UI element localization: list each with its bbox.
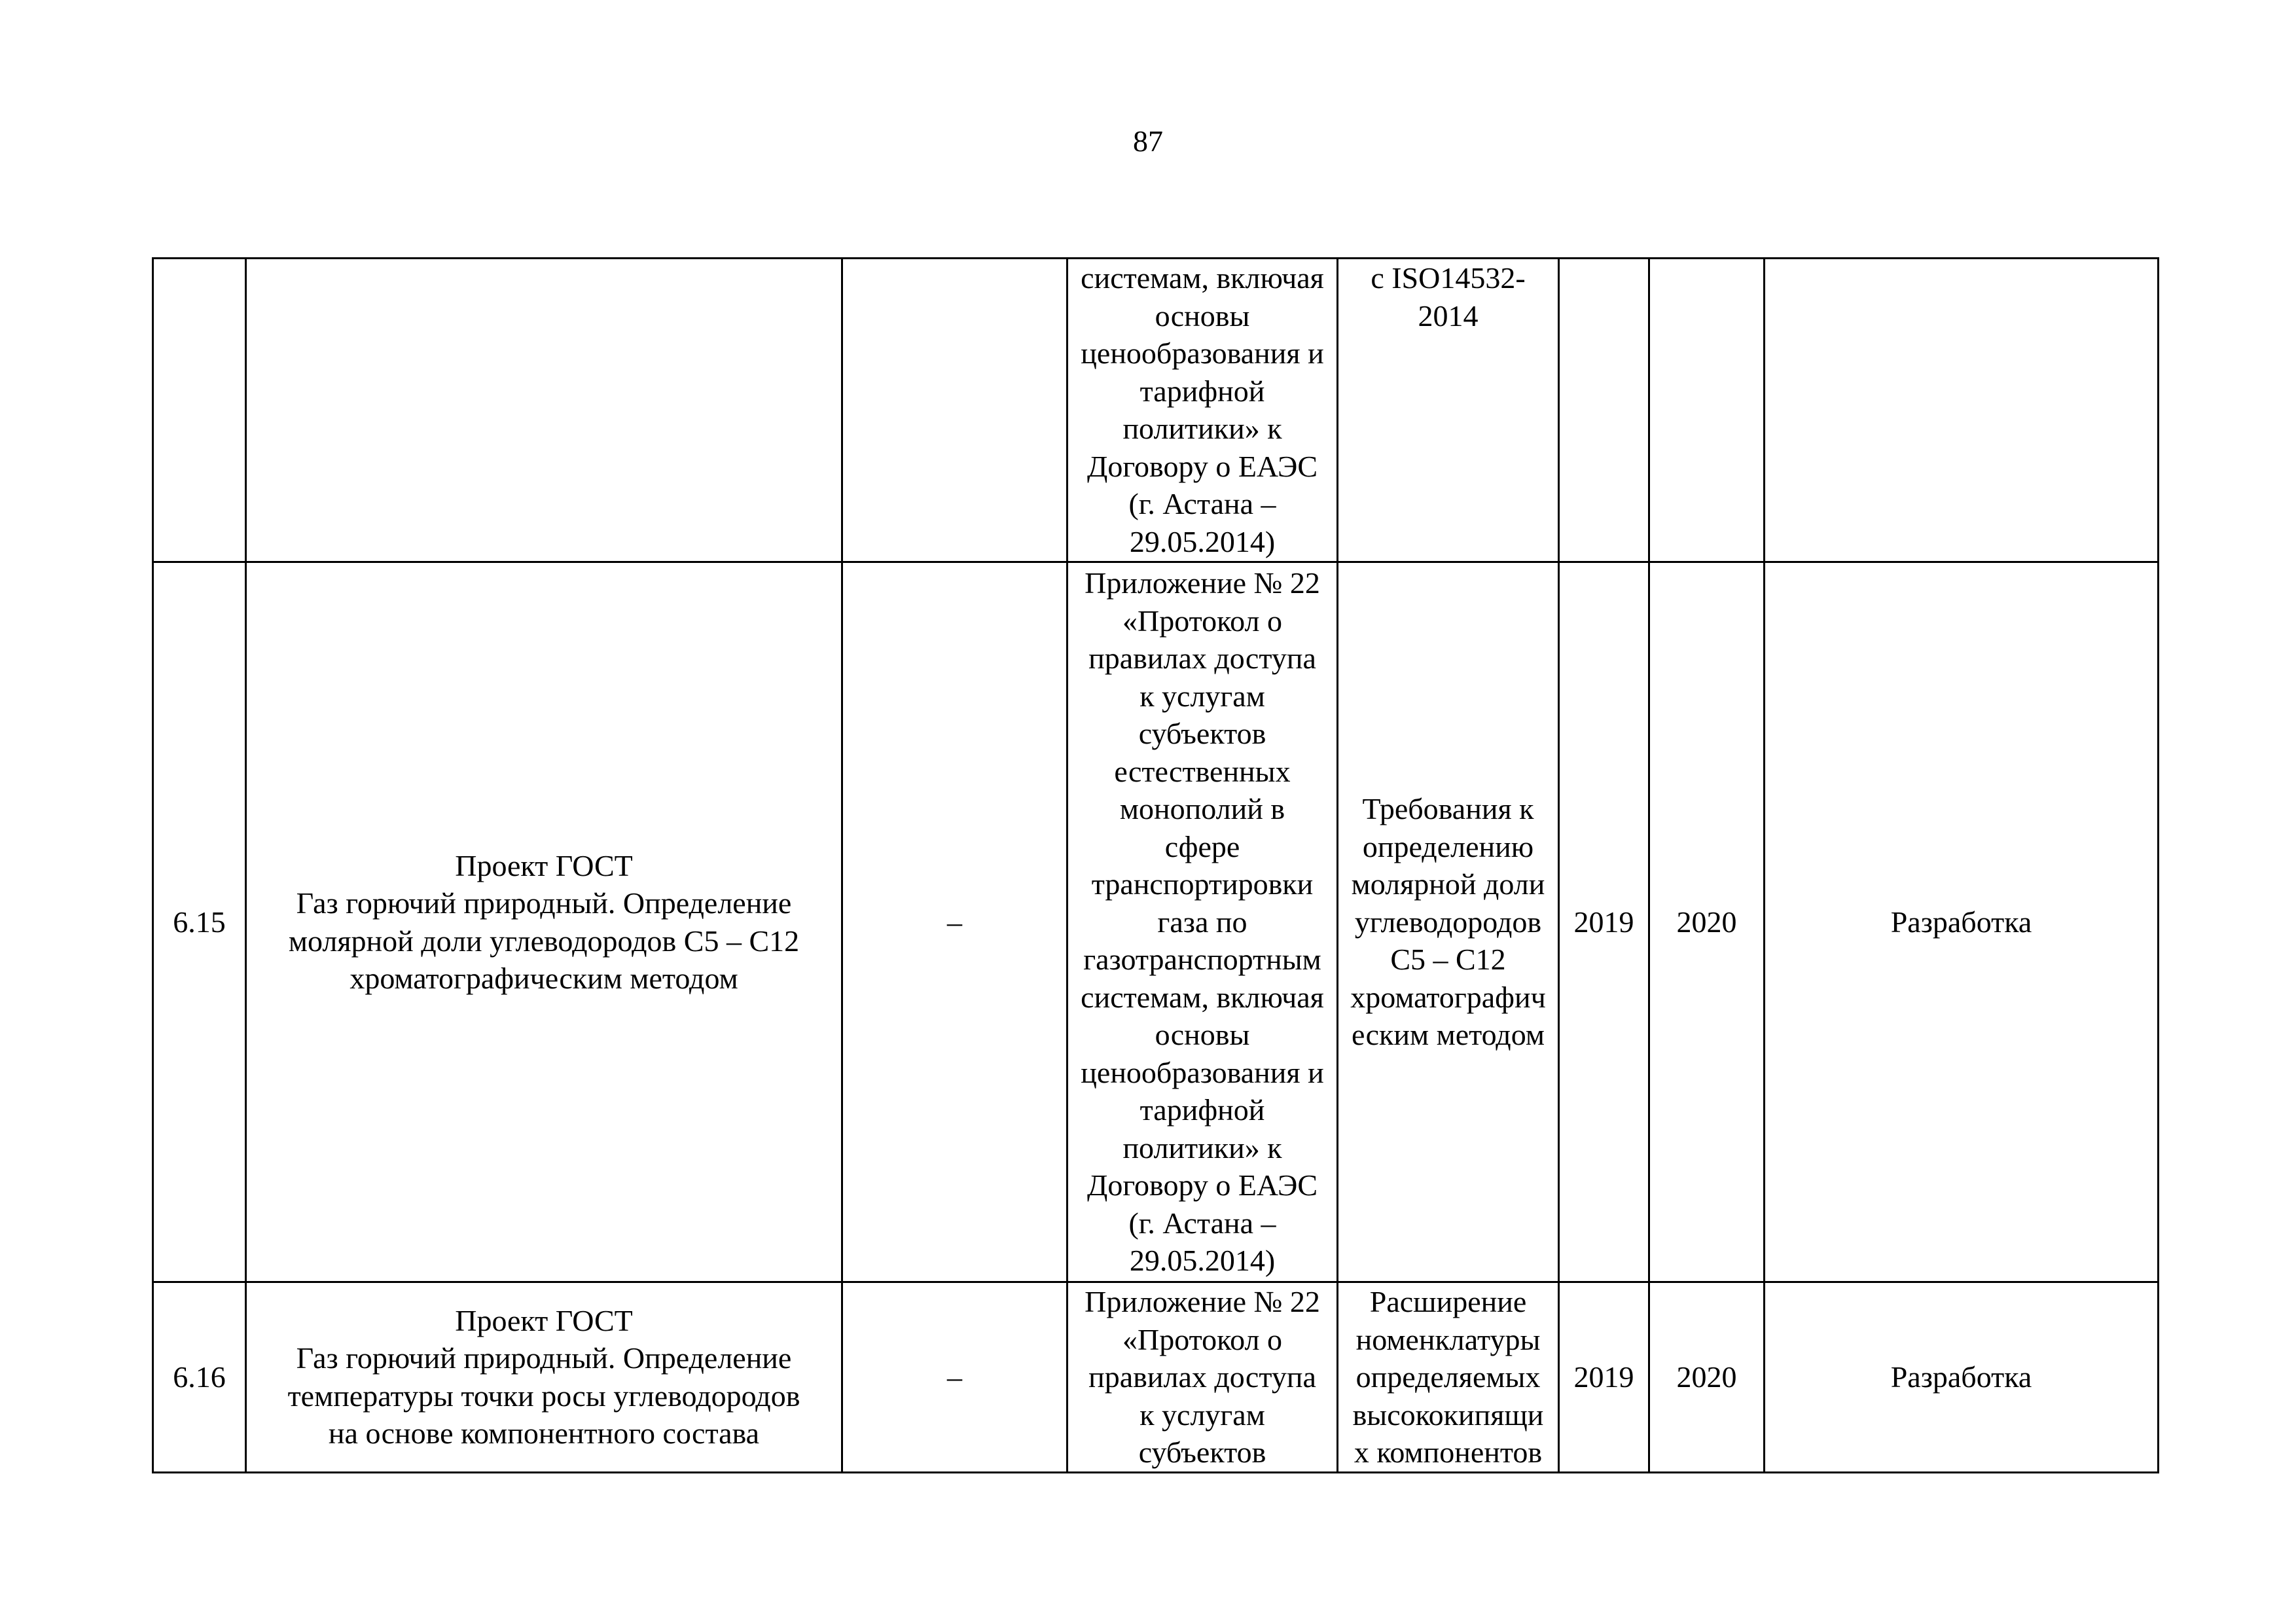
cell-title: Проект ГОСТ Газ горючий природный. Определение молярной доли углеводородов С5 – С12 хроматографическим методом — [246, 562, 842, 1282]
cell-stage: Разработка — [1765, 1282, 2159, 1473]
cell-aim: с ISO14532- 2014 — [1338, 259, 1559, 562]
cell-start-year: 2019 — [1559, 1282, 1649, 1473]
cell-basis: системам, включая основы ценообразования и тарифной политики» к Договору о ЕАЭС (г. Астана – 29.05.2014) — [1067, 259, 1338, 562]
cell-end-year — [1649, 259, 1765, 562]
table-row-6-15 — [153, 562, 2159, 1282]
cell-col3 — [842, 259, 1067, 562]
cell-stage — [1765, 259, 2159, 562]
standards-table — [152, 257, 2159, 1473]
table-row-6-16 — [153, 1282, 2159, 1473]
cell-aim: Расширение номенклатуры определяемых высококипящи х компонентов — [1338, 1282, 1559, 1473]
cell-col3: – — [842, 1282, 1067, 1473]
cell-number: 6.16 — [153, 1282, 246, 1473]
cell-basis: Приложение № 22 «Протокол о правилах доступа к услугам субъектов естественных монополий в сфере транспортировки газа по газотранспортным системам, включая основы ценообразования и тарифной политики» к Договору о ЕАЭС (г. Астана – 29.05.2014) — [1067, 562, 1338, 1282]
cell-title — [246, 259, 842, 562]
page-number: 87 — [1133, 124, 1163, 158]
cell-basis: Приложение № 22 «Протокол о правилах доступа к услугам субъектов — [1067, 1282, 1338, 1473]
cell-number: 6.15 — [153, 562, 246, 1282]
cell-number — [153, 259, 246, 562]
cell-start-year: 2019 — [1559, 562, 1649, 1282]
cell-aim: Требования к определению молярной доли углеводородов С5 – С12 хроматографич еским методом — [1338, 562, 1559, 1282]
table-row-continuation — [153, 259, 2159, 562]
cell-start-year — [1559, 259, 1649, 562]
cell-end-year: 2020 — [1649, 1282, 1765, 1473]
cell-stage: Разработка — [1765, 562, 2159, 1282]
cell-end-year: 2020 — [1649, 562, 1765, 1282]
cell-title: Проект ГОСТ Газ горючий природный. Определение температуры точки росы углеводородов на основе компонентного состава — [246, 1282, 842, 1473]
cell-col3: – — [842, 562, 1067, 1282]
